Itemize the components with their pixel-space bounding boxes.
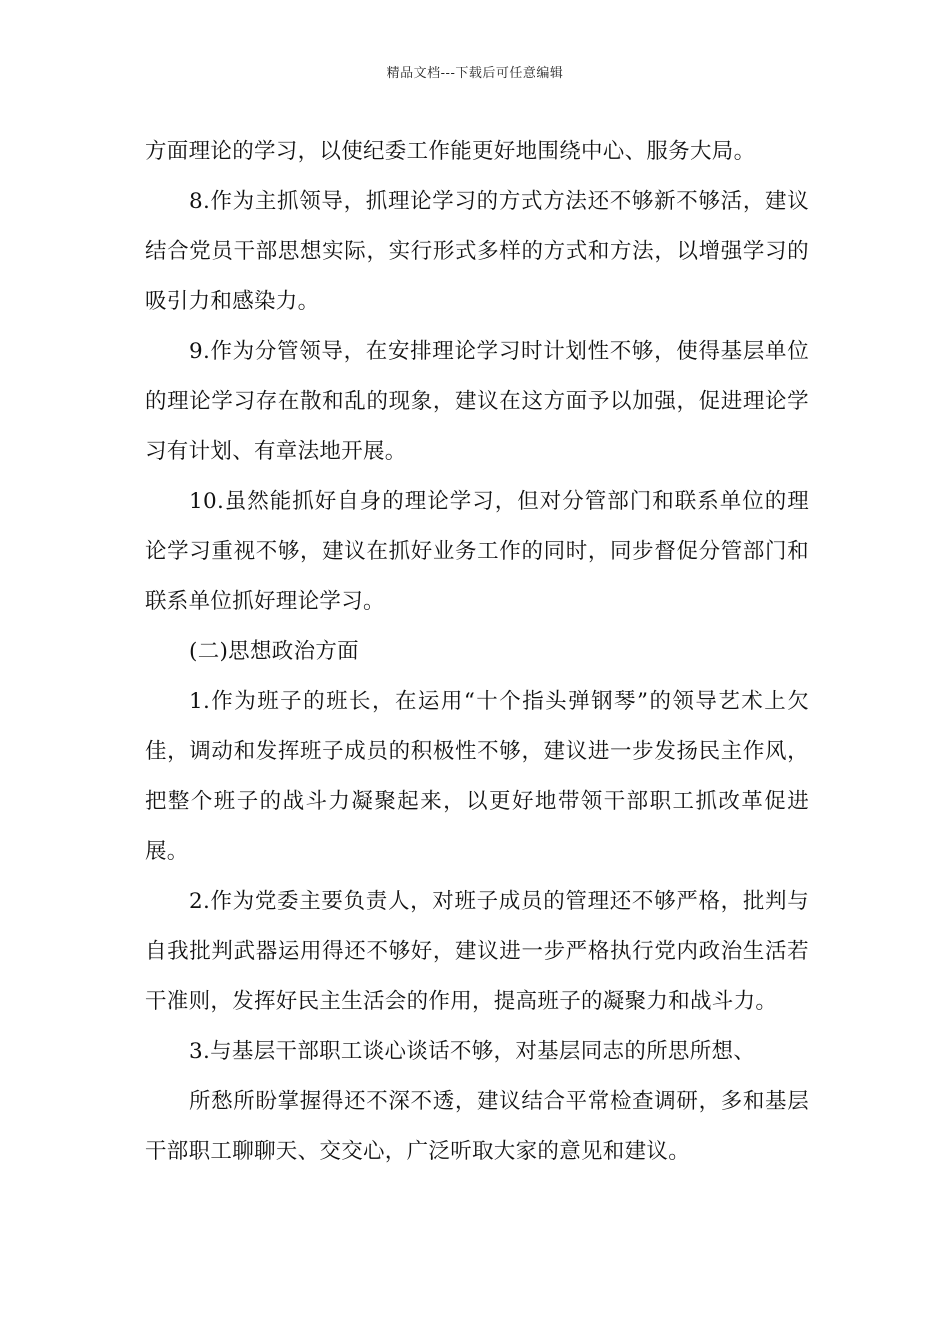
paragraph-item-9: 9.作为分管领导，在安排理论学习时计划性不够，使得基层单位的理论学习存在散和乱的现象，建议在这方面予以加强，促进理论学习有计划、有章法地开展。 xyxy=(145,339,809,464)
paragraph-item-1: 1.作为班子的班长，在运用“十个指头弹钢琴”的领导艺术上欠佳，调动和发挥班子成员的积极性不够，建议进一步发扬民主作风，把整个班子的战斗力凝聚起来，以更好地带领干部职工抓改革促进展。 xyxy=(145,689,809,864)
paragraph-item-8: 8.作为主抓领导，抓理论学习的方式方法还不够新不够活，建议结合党员干部思想实际，实行形式多样的方式和方法，以增强学习的吸引力和感染力。 xyxy=(145,189,809,314)
paragraph-item-3: 3.与基层干部职工谈心谈话不够，对基层同志的所思所想、 xyxy=(189,1039,756,1064)
paragraph-item-2: 2.作为党委主要负责人，对班子成员的管理还不够严格，批判与自我批判武器运用得还不够好，建议进一步严格执行党内政治生活若干准则，发挥好民主生活会的作用，提高班子的凝聚力和战斗力。 xyxy=(145,889,809,1014)
paragraph-1: 方面理论的学习，以使纪委工作能更好地围绕中心、服务大局。 xyxy=(145,139,756,164)
section-heading: (二)思想政治方面 xyxy=(189,639,359,664)
paragraph-item-10: 10.虽然能抓好自身的理论学习，但对分管部门和联系单位的理论学习重视不够，建议在抓好业务工作的同时，同步督促分管部门和联系单位抓好理论学习。 xyxy=(145,489,809,614)
page-header: 精品文档---下载后可任意编辑 xyxy=(386,66,564,81)
paragraph-item-3-continued: 所愁所盼掌握得还不深不透，建议结合平常检查调研，多和基层干部职工聊聊天、交交心，广泛听取大家的意见和建议。 xyxy=(145,1089,809,1164)
document-body xyxy=(145,127,809,1177)
